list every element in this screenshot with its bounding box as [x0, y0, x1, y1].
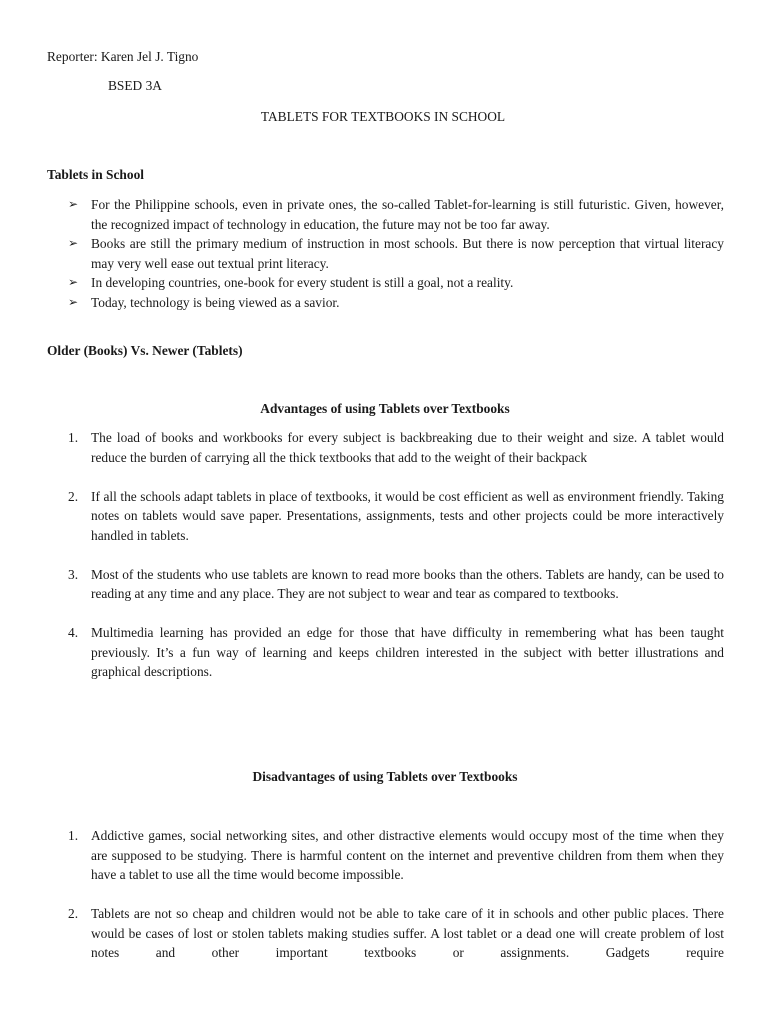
arrow-bullet-icon: ➢	[68, 197, 79, 211]
list-item-text: Multimedia learning has provided an edge for those that have difficulty in remembering what has been taught previously. It’s a fun way of learning and keeps children interested in the subject with better illustrations and graphical descriptions.	[91, 625, 724, 679]
list-item-text: Books are still the primary medium of instruction in most schools. But there is now perception that virtual literacy may very well ease out textual print literacy.	[91, 236, 724, 271]
heading-disadvantages: Disadvantages of using Tablets over Textbooks	[252, 769, 518, 784]
list-item-text: Today, technology is being viewed as a savior.	[91, 294, 340, 310]
arrow-bullet-icon: ➢	[68, 275, 79, 289]
heading-tablets-in-school: Tablets in School	[47, 167, 144, 182]
advantages-list	[68, 428, 724, 682]
list-item-number: 2.	[68, 488, 79, 504]
list-item-number: 4.	[68, 625, 79, 640]
heading-comparison: Older (Books) Vs. Newer (Tablets)	[47, 343, 243, 358]
section-line: BSED 3A	[108, 78, 162, 93]
list-item-text: If all the schools adapt tablets in place of textbooks, it would be cost efficient as well as environment friendly. Taking notes on tablets would save paper. Presentations, assignments, tests and other projects could be more interactively handled in tablets.	[91, 488, 724, 543]
document-title: TABLETS FOR TEXTBOOKS IN SCHOOL	[260, 109, 506, 124]
list-item	[68, 487, 724, 546]
list-item-number: 1.	[68, 430, 79, 445]
list-item-number: 1.	[68, 828, 79, 843]
list-item	[68, 293, 724, 313]
list-item	[68, 195, 724, 234]
list-item-text: Addictive games, social networking sites, and other distractive elements would occupy most of the time when they are supposed to be studying. There is harmful content on the internet and preventive children from them when they have a tablet to use all the time would become impossible.	[91, 828, 724, 882]
list-item	[68, 826, 724, 885]
list-item	[68, 565, 724, 604]
list-item-text: In developing countries, one-book for every student is still a goal, not a reality.	[91, 275, 514, 290]
list-item	[68, 234, 724, 273]
list-item	[68, 428, 724, 467]
disadvantages-list	[68, 826, 724, 963]
heading-advantages: Advantages of using Tablets over Textbooks	[260, 401, 510, 416]
list-item-text: For the Philippine schools, even in private ones, the so-called Tablet-for-learning is still futuristic. Given, however, the recognized impact of technology in education, the future may not be too far away.	[91, 197, 724, 232]
arrow-bullet-icon: ➢	[68, 294, 79, 309]
list-item-number: 3.	[68, 566, 79, 582]
tablets-in-school-list	[68, 195, 724, 312]
list-item-number: 2.	[68, 906, 79, 921]
reporter-line: Reporter: Karen Jel J. Tigno	[47, 49, 199, 64]
list-item	[68, 273, 724, 293]
list-item	[68, 904, 724, 963]
arrow-bullet-icon: ➢	[68, 236, 79, 250]
list-item-text: Tablets are not so cheap and children would not be able to take care of it in schools and other public places. There would be cases of lost or stolen tablets making studies suffer. A lost tablet or a dead one will create problem of lost notes and other important textbooks or assignments. Gadgets require	[91, 906, 724, 960]
list-item-text: The load of books and workbooks for every subject is backbreaking due to their weight and size. A tablet would reduce the burden of carrying all the thick textbooks that add to the weight of their backpack	[91, 430, 724, 465]
list-item-text: Most of the students who use tablets are known to read more books than the others. Tablets are handy, can be used to reading at any time and any place. They are not subject to wear and tear as compared to textbooks.	[91, 566, 724, 601]
list-item	[68, 623, 724, 682]
